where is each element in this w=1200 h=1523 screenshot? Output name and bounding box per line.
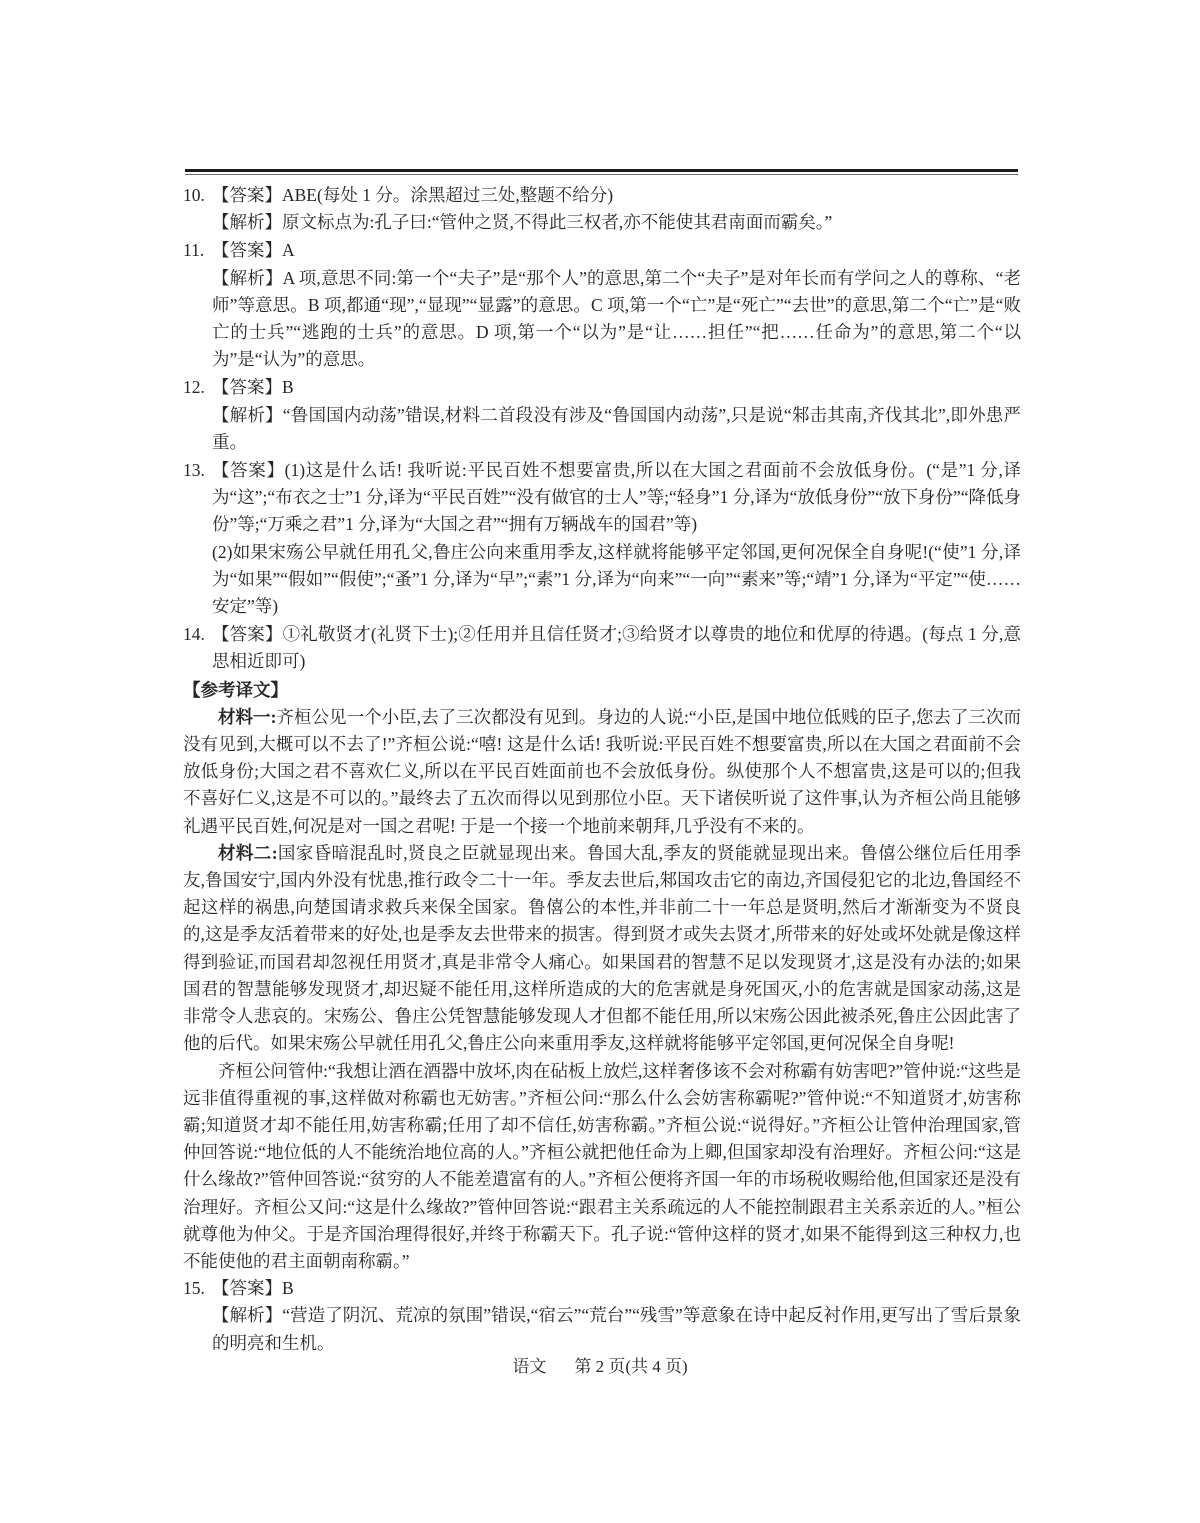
answer-item-14 xyxy=(183,621,1021,675)
material-1-text: 齐桓公见一个小臣,去了三次都没有见到。身边的人说:“小臣,是国中地位低贱的臣子,您去了三次而没有见到,大概可以不去了!”齐桓公说:“嘻! 这是什么话! 我听说:平民百姓不想要富贵,所以在大国之君面前不会放低身份;大国之君不喜欢仁义,所以在平民百姓面前也不会放低身份。纵使那个人不想富贵,这是可以的;但我不喜好仁义,这是不可以的。”最终去了五次而得以见到那位小臣。天下诸侯听说了这件事,认为齐桓公尚且能够礼遇平民百姓,何况是对一国之君呢! 于是一个接一个地前来朝拜,几乎没有不来的。 xyxy=(183,706,1021,836)
answer-item-12 xyxy=(183,374,1021,456)
answer-item-11 xyxy=(183,237,1021,373)
page-top-double-rule xyxy=(185,169,1018,175)
answer-line-14: 【答案】①礼敬贤才(礼贤下士);②任用并且信任贤才;③给贤才以尊贵的地位和优厚的待遇。(每点 1 分,意思相近即可) xyxy=(212,624,1021,672)
question-number-13: 13. xyxy=(183,460,205,481)
answer-item-13 xyxy=(183,457,1021,620)
analysis-line-12: 【解析】“鲁国国内动荡”错误,材料二首段没有涉及“鲁国国内动荡”,只是说“邾击其南,齐伐其北”,即外患严重。 xyxy=(212,404,1021,452)
answer-line-15: 【答案】B xyxy=(212,1278,294,1299)
translation-paragraph-3-text: 齐桓公问管仲:“我想让酒在酒器中放坏,肉在砧板上放烂,这样奢侈该不会对称霸有妨害吧?”管仲说:“这些是远非值得重视的事,这样做对称霸也无妨害。”齐桓公问:“那么什么会妨害称霸呢?”管仲说:“不知道贤才,妨害称霸;知道贤才却不能任用,妨害称霸;任用了却不信任,妨害称霸。”齐桓公说:“说得好。”齐桓公让管仲治理国家,管仲回答说:“地位低的人不能统治地位高的人。”齐桓公就把他任命为上卿,但国家却没有治理好。齐桓公问:“这是什么缘故?”管仲回答说:“贫穷的人不能差遣富有的人。”齐桓公便将齐国一年的市场税收赐给他,但国家还是没有治理好。齐桓公又问:“这是什么缘故?”管仲回答说:“跟君主关系疏远的人不能控制跟君主关系亲近的人。”桓公就尊他为仲父。于是齐国治理得很好,并终于称霸天下。孔子说:“管仲这样的贤才,如果不能得到这三种权力,也不能使他的君主面朝南称霸。” xyxy=(183,1060,1021,1271)
question-number-10: 10. xyxy=(183,185,205,205)
answer-line-11: 【答案】A xyxy=(212,240,295,261)
answer-line-13-part1: 【答案】(1)这是什么话! 我听说:平民百姓不想要富贵,所以在大国之君面前不会放低身份。(“是”1 分,译为“这”;“布衣之士”1 分,译为“平民百姓”“没有做官的士人”等;“轻身”1 分,译为“放低身份”“放下身份”“降低身份”等;“万乘之君”1 分,译为“大国之君”“拥有万辆战车的国君”等) xyxy=(212,460,1021,535)
translation-paragraph-3 xyxy=(183,1058,1021,1276)
footer-page-number: 第 2 页(共 4 页) xyxy=(574,1357,688,1376)
answer-item-15 xyxy=(183,1275,1021,1357)
footer-subject-label: 语文 xyxy=(512,1357,547,1376)
material-2-text: 国家昏暗混乱时,贤良之臣就显现出来。鲁国大乱,季友的贤能就显现出来。鲁僖公继位后任用季友,鲁国安宁,国内外没有忧患,推行政令二十一年。季友去世后,邾国攻击它的南边,齐国侵犯它的北边,鲁国经不起这样的祸患,向楚国请求救兵来保全国家。鲁僖公的本性,并非前二十一年总是贤明,然后才渐渐变为不贤良的,这是季友活着带来的好处,也是季友去世带来的损害。得到贤才或失去贤才,所带来的好处或坏处就是像这样得到验证,而国君却忽视任用贤才,真是非常令人痛心。如果国君的智慧不足以发现贤才,这是没有办法的;如果国君的智慧能够发现贤才,却迟疑不能任用,这样所造成的大的危害就是身死国灭,小的危害就是国家动荡,这是非常令人悲哀的。宋殇公、鲁庄公凭智慧能够发现人才但都不能任用,所以宋殇公因此被杀死,鲁庄公因此害了他的后代。如果宋殇公早就任用孔父,鲁庄公向来重用季友,这样就将能够平定邻国,更何况保全自身呢! xyxy=(183,842,1021,1054)
question-number-14: 14. xyxy=(183,624,205,645)
answer-content-area xyxy=(183,182,1021,1358)
reference-translation-header: 【参考译文】 xyxy=(183,679,288,700)
answer-line-12: 【答案】B xyxy=(212,377,294,398)
question-number-15: 15. xyxy=(183,1278,205,1299)
answer-line-13-part2: (2)如果宋殇公早就任用孔父,鲁庄公向来重用季友,这样就将能够平定邻国,更何况保全自身呢!(“使”1 分,译为“如果”“假如”“假使”;“蚤”1 分,译为“早”;“素”1 分,译为“向来”“一向”“素来”等;“靖”1 分,译为“平定”“使……安定”等) xyxy=(212,541,1021,617)
material-2-label: 材料二: xyxy=(218,842,278,863)
analysis-line-15: 【解析】“营造了阴沉、荒凉的氛围”错误,“宿云”“荒台”“残雪”等意象在诗中起反衬作用,更写出了雪后景象的明亮和生机。 xyxy=(212,1305,1021,1353)
analysis-line-11: 【解析】A 项,意思不同:第一个“夫子”是“那个人”的意思,第二个“夫子”是对年长而有学问之人的尊称、“老师”等意思。B 项,都通“现”,“显现”“显露”的意思。C 项,第一个“亡”是“死亡”“去世”的意思,第二个“亡”是“败亡的士兵”“逃跑的士兵”的意思。D 项,第一个“以为”是“让……担任”“把……任命为”的意思,第二个“以为”是“认为”的意思。 xyxy=(212,267,1021,370)
translation-paragraph-material-2 xyxy=(183,840,1021,1058)
question-number-12: 12. xyxy=(183,377,205,398)
answer-item-10 xyxy=(183,182,1021,236)
answer-line-10: 【答案】ABE(每处 1 分。涂黑超过三处,整题不给分) xyxy=(212,185,614,205)
material-1-label: 材料一: xyxy=(218,706,277,727)
translation-paragraph-material-1 xyxy=(183,704,1021,840)
analysis-line-10: 【解析】原文标点为:孔子曰:“管仲之贤,不得此三权者,亦不能使其君南面而霸矣。” xyxy=(212,212,833,233)
question-number-11: 11. xyxy=(183,240,205,261)
page-footer xyxy=(0,1352,1200,1377)
